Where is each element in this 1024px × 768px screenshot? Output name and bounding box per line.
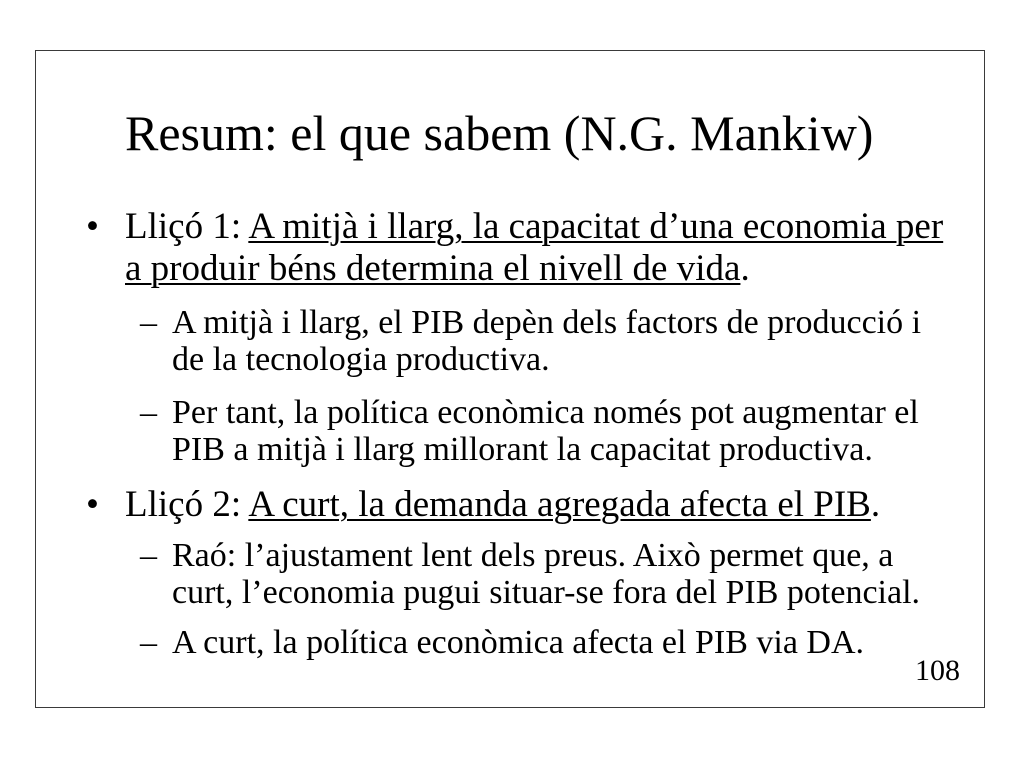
sub-bullet-text: Per tant, la política econòmica només pot augmentar el PIB a mitjà i llarg millorant la capacitat productiva. xyxy=(172,394,919,468)
sub-bullet-item xyxy=(140,394,942,468)
sub-bullet-item xyxy=(140,624,942,661)
dash-marker: – xyxy=(140,624,157,661)
bullet-key-point: A curt, la demanda agregada afecta el PIB xyxy=(248,484,871,525)
bullet-marker: • xyxy=(86,206,99,247)
bullet-suffix: . xyxy=(870,484,881,525)
slide-page-number: 108 xyxy=(915,654,960,687)
sub-bullet-item xyxy=(140,537,942,611)
bullet-prefix: Lliçó 2: xyxy=(125,484,249,525)
slide-title: Resum: el que sabem (N.G. Mankiw) xyxy=(125,105,874,161)
sub-bullet-item xyxy=(140,304,942,378)
dash-marker: – xyxy=(140,537,157,574)
bullet-item-lesson-1 xyxy=(86,206,960,290)
bullet-item-lesson-2 xyxy=(86,484,960,526)
bullet-suffix: . xyxy=(740,248,750,289)
sub-bullet-text: Raó: l’ajustament lent dels preus. Això permet que, a curt, l’economia pugui situar-se fora del PIB potencial. xyxy=(172,537,921,611)
bullet-prefix: Lliçó 1: xyxy=(125,206,249,247)
dash-marker: – xyxy=(140,304,157,341)
bullet-marker: • xyxy=(86,484,99,525)
sub-bullet-text: A mitjà i llarg, el PIB depèn dels factors de producció i de la tecnologia productiva. xyxy=(172,304,922,378)
dash-marker: – xyxy=(140,394,157,431)
sub-bullet-text: A curt, la política econòmica afecta el PIB via DA. xyxy=(172,624,865,661)
bullet-key-point: A mitjà i llarg, la capacitat d’una economia per a produir béns determina el nivell de vida xyxy=(125,206,944,289)
